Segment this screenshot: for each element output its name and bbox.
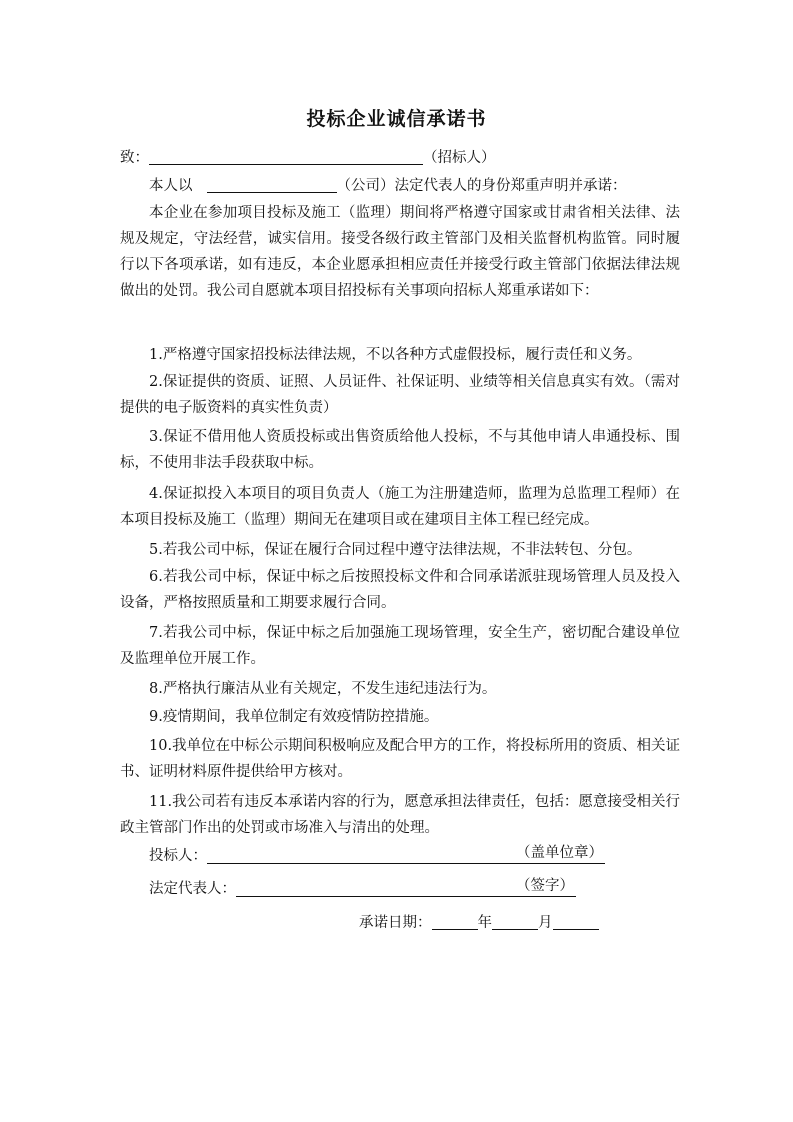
to-suffix: （招标人） <box>423 150 496 166</box>
intro-paragraph: 本企业在参加项目投标及施工（监理）期间将严格遵守国家或甘肃省相关法律、法规及规定，守法经营，诚实信用。接受各级行政主管部门及相关监督机构监管。同时履行以下各项承诺，如有违反，本企业愿承担相应责任并接受行政主管部门依据法律法规做出的处罚。我公司自愿就本项目招投标有关事项向招标人郑重承诺如下： <box>120 205 680 299</box>
to-prefix: 致： <box>120 150 149 166</box>
year-label: 年 <box>477 915 492 931</box>
company-blank[interactable] <box>207 177 337 193</box>
declaration-line <box>149 176 627 196</box>
representative-line <box>149 879 576 899</box>
commitment-item: 1.严格遵守国家招投标法律法规，不以各种方式虚假投标，履行责任和义务。 <box>149 347 642 363</box>
commitment-item: 8.严格执行廉洁从业有关规定，不发生违纪违法行为。 <box>149 681 497 697</box>
declaration-prefix: 本人以 <box>149 178 193 194</box>
declaration-middle: （公司）法定代表人的身份郑重声明并承诺： <box>336 178 627 194</box>
commitment-item: 10.我单位在中标公示期间积极响应及配合甲方的工作，将投标所用的资质、相关证书、证明材料原件提供给甲方核对。 <box>120 738 680 780</box>
representative-note: （签字） <box>516 878 574 894</box>
commitment-item: 3.保证不借用他人资质投标或出售资质给他人投标，不与其他申请人串通投标、围标，不使用非法手段获取中标。 <box>120 429 680 471</box>
representative-blank[interactable] <box>236 879 576 897</box>
commitment-item: 6.若我公司中标，保证中标之后按照投标文件和合同承诺派驻现场管理人员及投入设备，严格按照质量和工期要求履行合同。 <box>120 569 680 611</box>
commitment-item: 4.保证拟投入本项目的项目负责人（施工为注册建造师，监理为总监理工程师）在本项目投标及施工（监理）期间无在建项目或在建项目主体工程已经完成。 <box>120 486 680 528</box>
month-label: 月 <box>538 915 553 931</box>
bidder-blank[interactable] <box>207 846 605 864</box>
commitment-item: 7.若我公司中标，保证中标之后加强施工现场管理，安全生产，密切配合建设单位及监理单位开展工作。 <box>120 625 680 667</box>
commitment-item: 5.若我公司中标，保证在履行合同过程中遵守法律法规，不非法转包、分包。 <box>149 542 642 558</box>
document-title: 投标企业诚信承诺书 <box>306 108 487 130</box>
commitment-item: 9.疫情期间，我单位制定有效疫情防控措施。 <box>149 709 439 725</box>
bidder-label: 投标人： <box>149 848 207 864</box>
date-line <box>359 913 599 933</box>
year-blank[interactable] <box>432 914 478 930</box>
date-label: 承诺日期： <box>359 915 432 931</box>
commitment-item: 11.我公司若有违反本承诺内容的行为，愿意承担法律责任，包括：愿意接受相关行政主管部门作出的处罚或市场准入与清出的处理。 <box>120 794 680 836</box>
to-line <box>120 148 496 168</box>
recipient-blank[interactable] <box>149 149 423 165</box>
month-blank[interactable] <box>492 914 538 930</box>
representative-label: 法定代表人： <box>149 881 236 897</box>
bidder-line <box>149 846 605 866</box>
bidder-note: （盖单位章） <box>516 845 603 861</box>
day-blank[interactable] <box>553 914 599 930</box>
commitment-item: 2.保证提供的资质、证照、人员证件、社保证明、业绩等相关信息真实有效。（需对提供的电子版资料的真实性负责） <box>120 374 680 416</box>
